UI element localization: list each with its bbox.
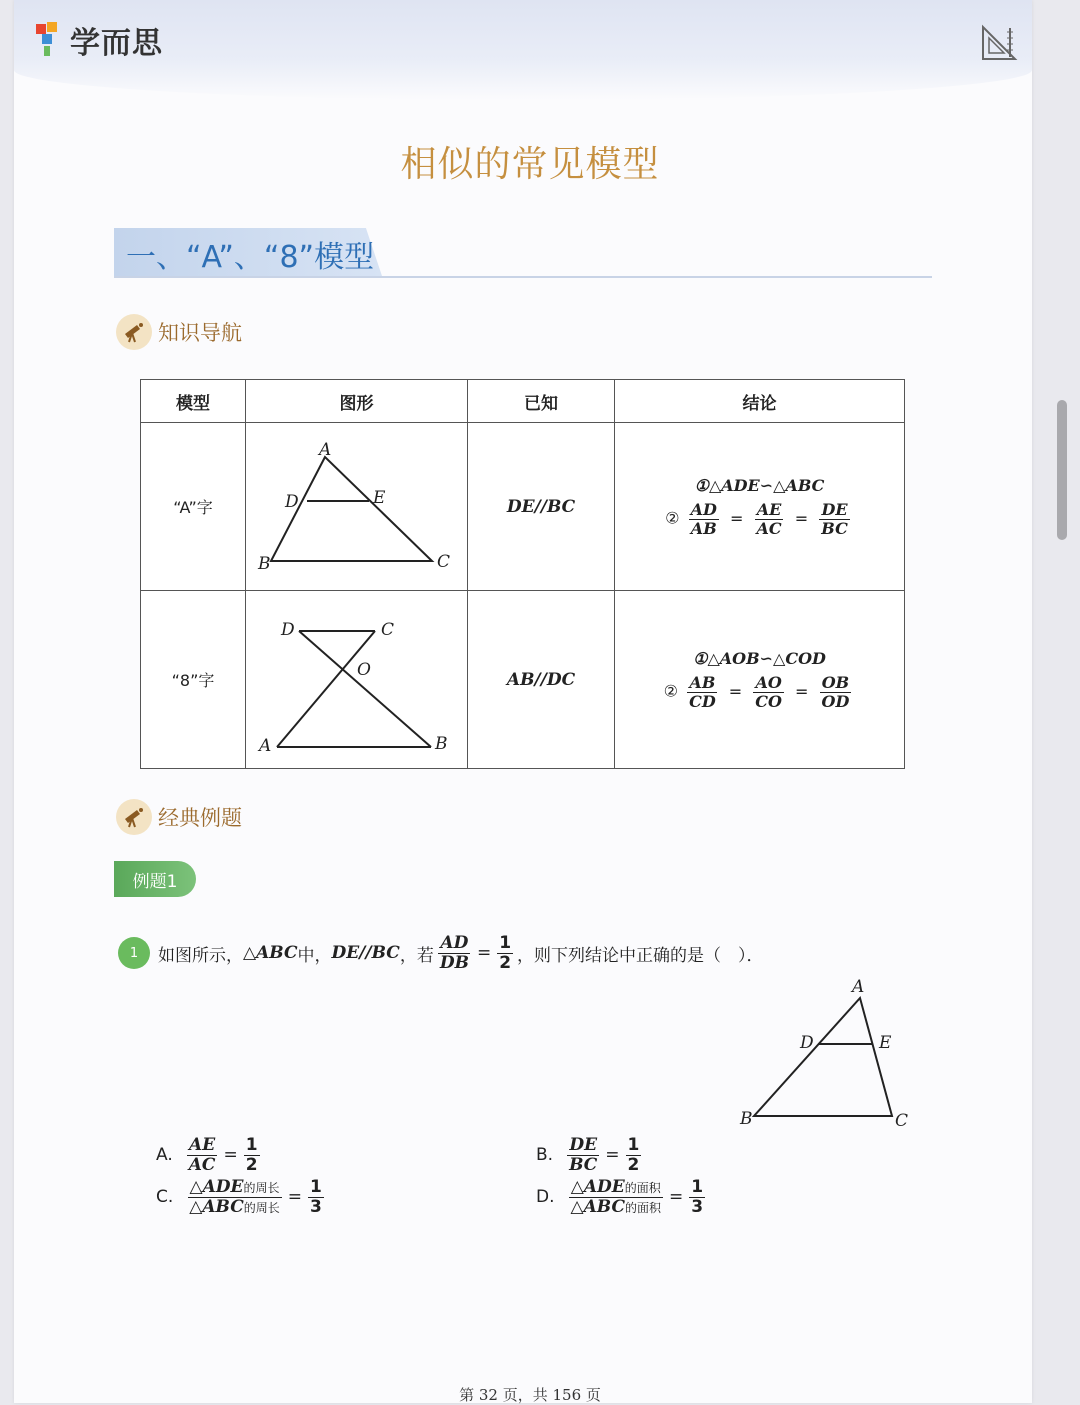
fraction-den: CD — [689, 691, 716, 711]
ratio-prefix: ② — [665, 508, 680, 528]
fraction — [569, 1178, 664, 1216]
examples-heading-text: 经典例题 — [158, 806, 242, 830]
column-header-conclusion: 结论 — [615, 380, 905, 423]
equals-sign: = — [287, 1187, 303, 1208]
fraction-num-triangle: △ADE — [570, 1177, 625, 1197]
fraction-num: 1 — [691, 1177, 704, 1197]
label-c: C — [436, 551, 450, 572]
label-b: B — [257, 553, 270, 574]
fraction-den: BC — [821, 518, 848, 538]
page-footer: 第 32 页，共 156 页 — [459, 1386, 601, 1404]
label-b: B — [434, 733, 447, 753]
fraction-num: OB — [821, 673, 850, 692]
figure-a-model — [246, 423, 468, 591]
column-header-model: 模型 — [141, 380, 246, 423]
known-8-model: AB//DC — [468, 591, 615, 769]
option-b[interactable] — [536, 1136, 645, 1174]
fraction-den: AC — [756, 518, 782, 538]
option-a[interactable] — [156, 1136, 264, 1174]
telescope-icon — [116, 314, 152, 350]
fraction-den: AC — [188, 1154, 216, 1175]
fraction-num: 1 — [245, 1135, 258, 1155]
option-label: B. — [536, 1145, 554, 1166]
label-d: D — [280, 619, 295, 640]
equals-sign: = — [669, 1187, 684, 1208]
knowledge-heading — [116, 314, 242, 350]
equals-sign: = — [476, 943, 492, 964]
option-label: C. — [156, 1187, 174, 1208]
fraction — [687, 674, 718, 710]
equals-sign: = — [795, 681, 809, 701]
fraction-den-triangle: △ABC — [570, 1196, 625, 1217]
telescope-icon — [116, 799, 152, 835]
fraction-den: 2 — [627, 1154, 640, 1175]
label-a: A — [258, 735, 271, 753]
fraction-num: 1 — [499, 933, 512, 953]
fraction-den: BC — [569, 1154, 598, 1175]
conclusion-a-model — [615, 423, 905, 591]
fraction-den: 3 — [691, 1196, 704, 1217]
fraction — [187, 1136, 218, 1174]
label-b: B — [740, 1109, 753, 1129]
label-d: D — [800, 1033, 814, 1053]
fraction — [689, 501, 719, 537]
fraction — [820, 674, 852, 710]
fraction-den-triangle: △ABC — [189, 1196, 244, 1217]
fraction-den-text: 的周长 — [243, 1200, 280, 1215]
model-table — [140, 379, 905, 769]
fraction — [819, 501, 850, 537]
fraction-num-text: 的面积 — [624, 1181, 661, 1195]
label-o: O — [356, 659, 371, 680]
fraction-num: DE — [821, 500, 848, 519]
brand-logo — [34, 18, 163, 62]
fraction — [753, 674, 784, 710]
fraction-num: DE — [569, 1135, 598, 1155]
column-header-figure: 图形 — [246, 380, 468, 423]
fraction-den: DB — [439, 952, 469, 973]
question-condition: DE//BC — [331, 943, 400, 964]
fraction-num: AB — [689, 673, 716, 692]
equals-sign: = — [728, 681, 743, 701]
table-row — [141, 423, 905, 591]
equals-sign: = — [605, 1145, 620, 1166]
conclusion-similar: ①△AOB∽△COD — [693, 648, 826, 668]
label-a: A — [318, 439, 331, 460]
brand-name: 学而思 — [70, 26, 163, 61]
fraction — [244, 1136, 260, 1174]
question-stem — [118, 934, 764, 972]
fraction — [567, 1136, 599, 1174]
knowledge-heading-text: 知识导航 — [158, 321, 242, 345]
brand-mark-icon — [34, 20, 64, 60]
known-a-model: DE//BC — [468, 423, 615, 591]
fraction-num: AE — [189, 1135, 216, 1155]
fraction-num-text: 的周长 — [243, 1181, 280, 1195]
model-name-a: “A”字 — [141, 423, 246, 591]
column-header-known: 已知 — [468, 380, 615, 423]
label-e: E — [372, 487, 385, 508]
fraction — [689, 1178, 705, 1216]
label-c: C — [895, 1111, 909, 1131]
fraction — [755, 501, 784, 537]
page-title: 相似的常见模型 — [400, 144, 660, 185]
fraction-den: 2 — [245, 1154, 258, 1175]
fraction — [308, 1178, 324, 1216]
model-name-8: “8”字 — [141, 591, 246, 769]
table-header-row — [141, 380, 905, 423]
label-a: A — [852, 977, 865, 997]
scrollbar-thumb[interactable] — [1057, 400, 1067, 540]
fraction-den: AB — [690, 518, 717, 538]
section-title: 一、“A”、“8”模型 — [126, 240, 375, 275]
question-text: 如图所示， — [158, 945, 243, 966]
document-page — [14, 0, 1032, 1403]
8-model-figure — [257, 603, 457, 753]
fraction-den: 2 — [499, 952, 512, 973]
question-number-badge: 1 — [118, 937, 150, 969]
fraction-den: OD — [821, 691, 850, 711]
fraction — [497, 934, 513, 972]
example-tag: 例题1 — [114, 861, 196, 897]
ruler-triangle-icon — [980, 24, 1018, 62]
label-e: E — [879, 1033, 892, 1053]
question-text: ，若 — [399, 945, 434, 966]
a-model-triangle — [257, 435, 457, 575]
figure-8-model — [246, 591, 468, 769]
equals-sign: = — [223, 1145, 238, 1166]
question-triangle: △ABC — [243, 943, 298, 964]
header-band — [14, 0, 1032, 100]
fraction-num-triangle: △ADE — [189, 1177, 244, 1197]
label-c: C — [380, 619, 394, 640]
fraction-den: 3 — [310, 1196, 322, 1217]
equals-sign: = — [794, 508, 809, 528]
fraction — [438, 934, 471, 972]
fraction-den: CO — [755, 691, 782, 711]
fraction-num: 1 — [627, 1135, 640, 1155]
conclusion-ratio — [615, 674, 904, 710]
fraction-num: AD — [440, 933, 469, 953]
option-c[interactable] — [156, 1178, 328, 1216]
option-label: D. — [536, 1187, 555, 1208]
question-text: ，则下列结论中正确的是（ ）． — [517, 945, 764, 966]
option-label: A. — [156, 1145, 173, 1166]
question-figure — [732, 974, 922, 1134]
table-row — [141, 591, 905, 769]
fraction-num: AE — [756, 500, 782, 519]
equals-sign: = — [730, 508, 744, 528]
fraction-num: AD — [690, 500, 717, 519]
question-text: 中， — [297, 945, 332, 966]
fraction-den-text: 的面积 — [624, 1200, 661, 1215]
fraction — [187, 1178, 282, 1216]
conclusion-8-model — [615, 591, 905, 769]
conclusion-similar: ①△ADE∽△ABC — [694, 475, 825, 495]
option-d[interactable] — [536, 1178, 709, 1216]
ratio-prefix: ② — [663, 681, 678, 701]
fraction — [626, 1136, 642, 1174]
fraction-num: 1 — [310, 1177, 322, 1197]
fraction-num: AO — [755, 673, 782, 692]
conclusion-ratio — [615, 501, 904, 537]
examples-heading — [116, 799, 242, 835]
label-d: D — [284, 491, 299, 512]
section-divider — [114, 276, 932, 278]
